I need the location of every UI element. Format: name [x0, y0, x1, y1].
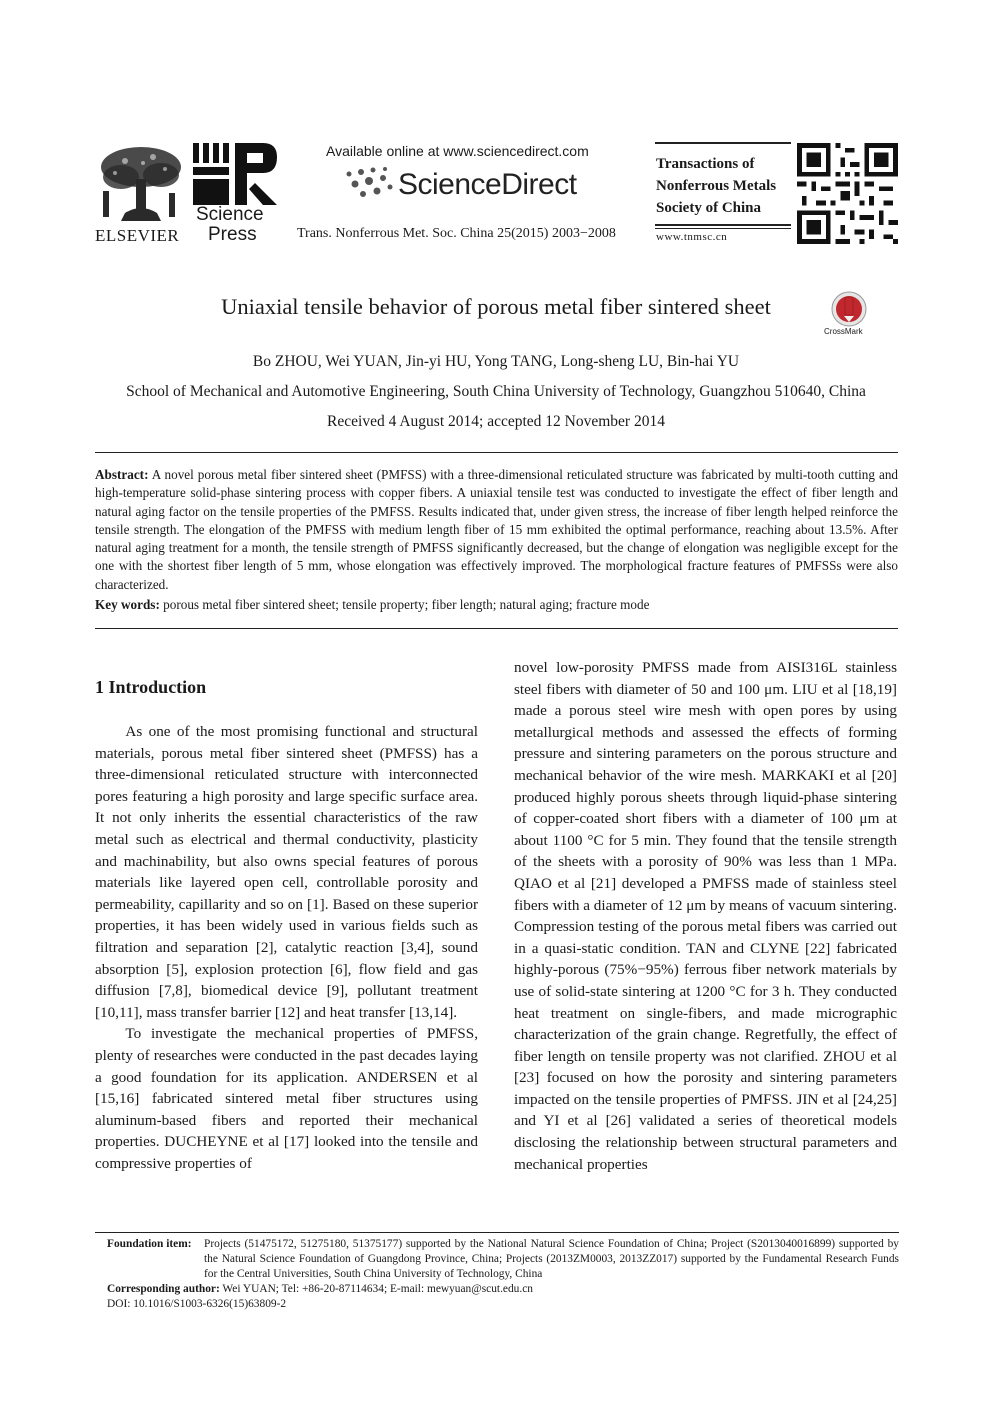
- abstract-top-rule: [95, 452, 898, 453]
- journal-title: Transactions of Nonferrous Metals Society of China: [656, 156, 777, 216]
- corresponding-author: [107, 1282, 533, 1297]
- corresponding-text: Wei YUAN; Tel: +86-20-87114634; E-mail: mewyuan@scut.edu.cn: [222, 1283, 533, 1295]
- paragraph: novel low-porosity PMFSS made from AISI316L stainless steel fibers with diameter of 50 and 100 μm. LIU et al [18,19] made a porous steel wire mesh with open pores by using metallurgical methods and assessed the effects of forming pressure and sintering parameters on the porous structure and mechanical behavior of the wire mesh. MARKAKI et al [20] produced highly porous sheets through liquid-phase sintering of copper-coated short fibers with a diameter of 100 μm at about 1100 °C for 5 min. They found that the tensile strength of the sheets with a porosity of 90% was less than 1 MPa. QIAO et al [21] developed a PMFSS made of stainless steel fibers with a diameter of 12 μm by means of vacuum sintering. Compression testing of the porous metal fibers was carried out in a quasi-static condition. TAN and CLYNE [22] fabricated highly-porous (75%−95%) ferrous fiber network materials by use of solid-state sintering at 1200 °C for 3 h. They conducted heat treatment on single-fibers, and made micrographic characterization of the grain change. Regretfully, the effect of fiber length on tensile property was not clarified. ZHOU et al [23] focused on how the porosity and sintering parameters impacted on the tensile properties of PMFSS. JIN et al [24,25] and YI et al [26] validated a series of theoretical models disclosing the relationship between structural parameters and mechanical properties: [514, 659, 897, 1173]
- abstract-bottom-rule: [95, 628, 898, 629]
- affiliation: School of Mechanical and Automotive Engineering, South China University of Technology, Guangzhou 510640, China: [126, 383, 866, 400]
- keywords: [95, 596, 898, 614]
- paragraph: As one of the most promising functional and structural materials, porous metal fiber sintered sheet (PMFSS) has a three-dimensional reticulated structure with interconnected pores featuring a high porosity and large specific surface area. It not only inherits the essential characteristics of the raw metal such as electrical and thermal conductivity, plasticity and machinability, but also owns special features of porous materials like layered open cell, controllable porosity and permeability, capillarity and so on [1]. Based on these superior properties, it has been widely used in various fields such as filtration and separation [2], catalytic reaction [3,4], sound absorption [5], explosion protection [6], flow field and gas diffusion [7,8], biomedical device [9], pollutant treatment [10,11], mass transfer barrier [12] and heat transfer [13,14].: [95, 723, 478, 1021]
- journal-box-bottom-rule: [655, 224, 791, 226]
- science-press-wordmark: Science Press: [196, 204, 264, 245]
- journal-url[interactable]: www.tnmsc.cn: [656, 231, 728, 243]
- sciencedirect-logo-text: ScienceDirect: [398, 168, 577, 201]
- article-title: Uniaxial tensile behavior of porous metal fiber sintered sheet: [221, 294, 771, 319]
- science-press-logo: [193, 143, 277, 205]
- body-column-right: [514, 657, 897, 1175]
- keywords-text: porous metal fiber sintered sheet; tensile property; fiber length; natural aging; fracture mode: [163, 597, 650, 612]
- journal-citation: Trans. Nonferrous Met. Soc. China 25(2015) 2003−2008: [297, 226, 616, 241]
- body-column-left: [95, 721, 478, 1174]
- journal-box-bottom-rule-thin: [655, 228, 791, 229]
- section-heading: 1 Introduction: [95, 677, 207, 697]
- foundation-footnote: [107, 1237, 899, 1282]
- author-list: Bo ZHOU, Wei YUAN, Jin-yi HU, Yong TANG, Long-sheng LU, Bin-hai YU: [252, 353, 740, 370]
- abstract-label: Abstract:: [95, 467, 149, 482]
- qr-code-icon: [797, 143, 898, 244]
- elsevier-tree-logo: [95, 143, 187, 225]
- received-dates: Received 4 August 2014; accepted 12 November 2014: [327, 413, 665, 430]
- doi[interactable]: DOI: 10.1016/S1003-6326(15)63809-2: [107, 1298, 287, 1310]
- foundation-label: Foundation item:: [107, 1238, 192, 1250]
- sciencedirect-dots-icon: [343, 166, 395, 200]
- sciencedirect-availability[interactable]: Available online at www.sciencedirect.com: [326, 143, 589, 159]
- crossmark-label: CrossMark: [824, 327, 863, 336]
- journal-box-top-rule: [655, 142, 791, 144]
- corresponding-label: Corresponding author:: [107, 1283, 220, 1295]
- foundation-text: Projects (51475172, 51275180, 51375177) supported by the National Natural Science Foundation of China; Project (S2013040016899) supported by the Natural Science Foundation of Guangdong Province, China; Projects (2013ZM0003, 2013ZZ017) supported by the Fundamental Research Funds for the Central Universities, South China University of Technology, China: [204, 1238, 899, 1280]
- footnote-rule: [95, 1232, 899, 1233]
- abstract: [95, 466, 898, 594]
- crossmark-icon[interactable]: [830, 291, 868, 327]
- paragraph: To investigate the mechanical properties of PMFSS, plenty of researches were conducted in the past decades laying a good foundation for its application. ANDERSEN et al [15,16] fabricated sintered metal fiber structures using aluminum-based fibers and reported their mechanical properties. DUCHEYNE et al [17] looked into the tensile and compressive properties of: [95, 1025, 478, 1172]
- elsevier-wordmark: ELSEVIER: [95, 226, 180, 245]
- keywords-label: Key words:: [95, 597, 160, 612]
- abstract-text: A novel porous metal fiber sintered sheet (PMFSS) with a three-dimensional reticulated structure was fabricated by multi-tooth cutting and high-temperature solid-phase sintering process with copper fibers. A uniaxial tensile test was conducted to investigate the effect of fiber length and natural aging factor on the tensile properties of the PMFSS. Results indicated that, under given stress, the increase of fiber length helped reinforce the tensile strength. The elongation of the PMFSS with medium length fiber of 15 mm exhibited the optimal performance, reaching about 13.5%. After natural aging treatment for a month, the tensile strength of PMFSS significantly decreased, but the change of elongation was negligible except for the one with the shortest fiber length of 5 mm, whose elongation was effectively improved. The morphological fracture features of PMFSSs were also characterized.: [95, 467, 899, 592]
